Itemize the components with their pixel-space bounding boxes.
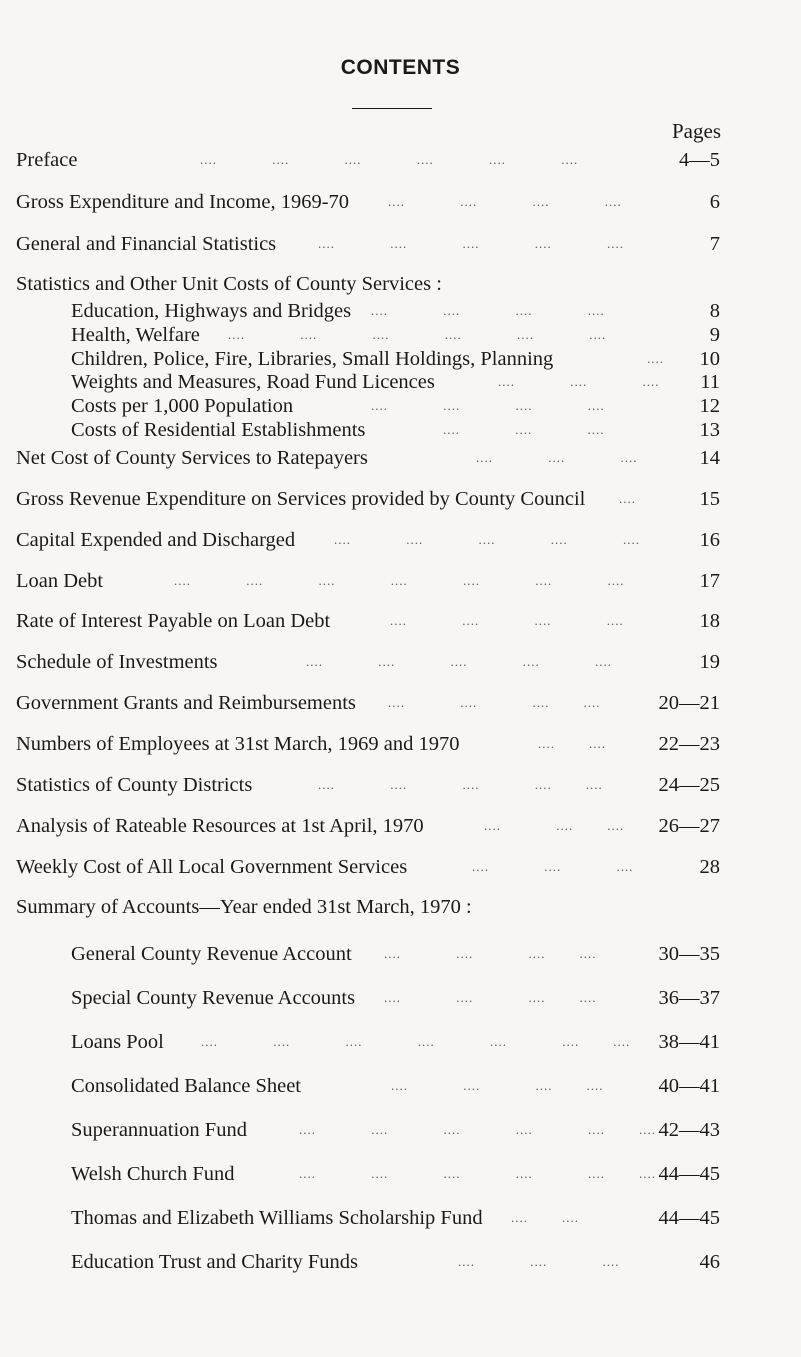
- toc-entry-page: 42—43: [658, 1119, 720, 1141]
- toc-entry-label: Government Grants and Reimbursements: [16, 692, 356, 714]
- toc-entry[interactable]: [71, 1029, 720, 1055]
- toc-entry-page: 30—35: [658, 943, 720, 965]
- toc-entry-label: Loan Debt: [16, 570, 104, 592]
- toc-entry[interactable]: [16, 527, 720, 553]
- toc-entry[interactable]: [16, 608, 720, 634]
- leader-dots: .... .... .... .... ....: [318, 777, 603, 792]
- leader-dots: .... .... .... .... .... .... ....: [201, 1034, 631, 1049]
- toc-entry-page: 19: [699, 651, 720, 673]
- toc-entry-page: 20—21: [658, 692, 720, 714]
- toc-entry[interactable]: [71, 1161, 720, 1187]
- leader-dots: .... .... .... ....: [384, 990, 597, 1005]
- toc-entry-page: 46: [699, 1251, 720, 1273]
- toc-entry-page: 18: [699, 610, 720, 632]
- toc-entry-label: Numbers of Employees at 31st March, 1969 and 1970: [16, 733, 460, 755]
- toc-entry-label: General and Financial Statistics: [16, 233, 277, 255]
- toc-entry[interactable]: [16, 231, 720, 257]
- toc-entry[interactable]: [16, 731, 720, 757]
- toc-entry-label: Gross Expenditure and Income, 1969-70: [16, 191, 350, 213]
- toc-entry-label: Weights and Measures, Road Fund Licences: [71, 371, 435, 393]
- toc-entry-page: 7: [709, 233, 720, 255]
- leader-dots: .... .... .... ....: [388, 695, 601, 710]
- leader-dots: .... .... .... .... .... .... ....: [174, 573, 625, 588]
- title-divider: [352, 108, 432, 109]
- toc-entry-page: 15: [699, 488, 720, 510]
- toc-entry-label: Welsh Church Fund: [71, 1163, 235, 1185]
- leader-dots: .... .... .... ....: [391, 1078, 604, 1093]
- leader-dots: .... .... .... ....: [390, 613, 624, 628]
- pages-column-header: Pages: [672, 119, 721, 143]
- toc-entry[interactable]: [16, 445, 720, 471]
- toc-entry-page: 44—45: [658, 1207, 720, 1229]
- toc-entry-label: Rate of Interest Payable on Loan Debt: [16, 610, 331, 632]
- toc-entry[interactable]: [16, 772, 720, 798]
- page-title: CONTENTS: [340, 56, 461, 79]
- leader-dots: .... .... .... ....: [388, 194, 622, 209]
- toc-entry-page: 13: [699, 419, 720, 441]
- toc-entry-label: Statistics of County Districts: [16, 774, 253, 796]
- leader-dots: .... .... ....: [498, 374, 660, 389]
- toc-entry[interactable]: [16, 486, 720, 512]
- toc-entry-page: 11: [700, 371, 720, 393]
- toc-entry[interactable]: [71, 322, 720, 348]
- toc-entry[interactable]: [16, 568, 720, 594]
- section-heading-unit-costs: Statistics and Other Unit Costs of County Services :: [16, 273, 442, 295]
- toc-entry[interactable]: [16, 690, 720, 716]
- toc-entry-label: Preface: [16, 149, 78, 171]
- toc-entry[interactable]: [71, 941, 720, 967]
- toc-entry-label: Costs per 1,000 Population: [71, 395, 294, 417]
- toc-entry-label: Education Trust and Charity Funds: [71, 1251, 359, 1273]
- leader-dots: .... .... .... .... .... ....: [299, 1166, 656, 1181]
- toc-entry-label: General County Revenue Account: [71, 943, 352, 965]
- leader-dots: .... .... ....: [484, 818, 625, 833]
- toc-entry-label: Net Cost of County Services to Ratepayers: [16, 447, 368, 469]
- toc-entry[interactable]: [71, 1205, 720, 1231]
- toc-entry-label: Analysis of Rateable Resources at 1st April, 1970: [16, 815, 424, 837]
- leader-dots: .... .... .... .... .... ....: [228, 327, 607, 342]
- toc-entry-preface[interactable]: [16, 147, 720, 173]
- toc-entry-page: 9: [709, 324, 720, 346]
- toc-entry-page: 22—23: [658, 733, 720, 755]
- toc-entry-page: 24—25: [658, 774, 720, 796]
- toc-entry[interactable]: [71, 985, 720, 1011]
- toc-entry-page: 40—41: [658, 1075, 720, 1097]
- toc-entry-label: Thomas and Elizabeth Williams Scholarship Fund: [71, 1207, 483, 1229]
- leader-dots: .... .... .... .... ....: [318, 236, 624, 251]
- leader-dots: ....: [647, 351, 664, 366]
- toc-entry-page: 38—41: [658, 1031, 720, 1053]
- toc-entry-label: Superannuation Fund: [71, 1119, 247, 1141]
- leader-dots: .... .... .... .... .... ....: [299, 1122, 656, 1137]
- leader-dots: .... .... .... ....: [384, 946, 597, 961]
- toc-entry[interactable]: [71, 1117, 720, 1143]
- toc-entry-page: 10: [699, 348, 720, 370]
- toc-entry-label: Capital Expended and Discharged: [16, 529, 296, 551]
- toc-entry-page: 17: [699, 570, 720, 592]
- toc-entry-page: 14: [699, 447, 720, 469]
- leader-dots: .... ....: [538, 736, 606, 751]
- toc-entry-label: Costs of Residential Establishments: [71, 419, 366, 441]
- leader-dots: .... .... .... ....: [371, 398, 605, 413]
- toc-entry-label: Education, Highways and Bridges: [71, 300, 352, 322]
- leader-dots: .... ....: [511, 1210, 579, 1225]
- toc-entry-page: 12: [699, 395, 720, 417]
- toc-entry-page: 6: [709, 191, 720, 213]
- toc-entry-page: 4—5: [679, 149, 720, 171]
- toc-entry-label: Special County Revenue Accounts: [71, 987, 356, 1009]
- toc-entry-label: Weekly Cost of All Local Government Services: [16, 856, 408, 878]
- toc-entry-label: Gross Revenue Expenditure on Services provided by County Council: [16, 488, 586, 510]
- toc-entry[interactable]: [16, 189, 720, 215]
- toc-entry[interactable]: [71, 393, 720, 419]
- toc-entry-page: 26—27: [658, 815, 720, 837]
- leader-dots: .... .... .... .... .... ....: [200, 152, 579, 167]
- toc-entry-page: 44—45: [658, 1163, 720, 1185]
- section-heading-summary-of-accounts: Summary of Accounts—Year ended 31st March, 1970 :: [16, 896, 472, 918]
- toc-entry-page: 28: [699, 856, 720, 878]
- toc-entry-label: Children, Police, Fire, Libraries, Small Holdings, Planning: [71, 348, 554, 370]
- leader-dots: .... .... .... .... ....: [306, 654, 612, 669]
- toc-entry[interactable]: [71, 1249, 720, 1275]
- toc-entry[interactable]: [16, 649, 720, 675]
- toc-entry-page: 36—37: [658, 987, 720, 1009]
- leader-dots: .... .... ....: [443, 422, 605, 437]
- toc-entry-label: Consolidated Balance Sheet: [71, 1075, 301, 1097]
- toc-entry-label: Loans Pool: [71, 1031, 164, 1053]
- leader-dots: .... .... ....: [476, 450, 638, 465]
- toc-entry[interactable]: [16, 813, 720, 839]
- toc-entry-page: 8: [709, 300, 720, 322]
- toc-entry-label: Schedule of Investments: [16, 651, 218, 673]
- toc-entry[interactable]: [71, 298, 720, 324]
- leader-dots: .... .... .... ....: [371, 303, 605, 318]
- toc-entry[interactable]: [16, 854, 720, 880]
- leader-dots: .... .... ....: [472, 859, 634, 874]
- toc-entry[interactable]: [71, 369, 720, 395]
- leader-dots: .... .... .... .... ....: [334, 532, 640, 547]
- toc-entry[interactable]: [71, 417, 720, 443]
- leader-dots: ....: [619, 491, 636, 506]
- toc-entry-page: 16: [699, 529, 720, 551]
- leader-dots: .... .... ....: [458, 1254, 620, 1269]
- toc-entry[interactable]: [71, 1073, 720, 1099]
- toc-entry-label: Health, Welfare: [71, 324, 200, 346]
